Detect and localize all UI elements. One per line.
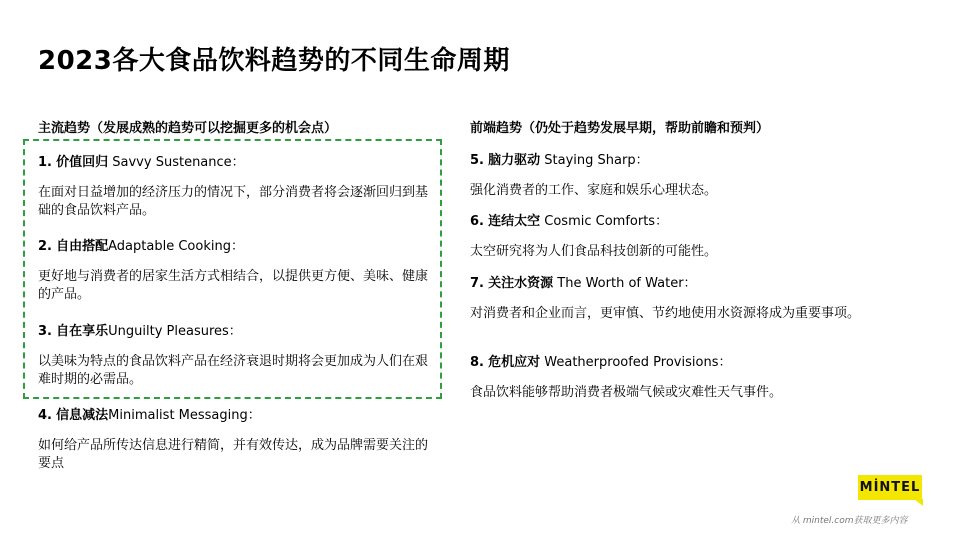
trend-number: 1. bbox=[38, 155, 52, 170]
trend-name-en: Unguilty Pleasures： bbox=[108, 324, 242, 339]
trend-name-en: Weatherproofed Provisions： bbox=[540, 355, 732, 370]
trend-description: 以美味为特点的食品饮料产品在经济衰退时期将会更加成为人们在艰难时期的必需品。 bbox=[38, 354, 429, 387]
trend-name-zh: 信息减法 bbox=[56, 408, 109, 423]
trend-name-en: Adaptable Cooking： bbox=[108, 239, 244, 254]
trend-item-7 bbox=[470, 272, 870, 323]
trend-number: 8. bbox=[470, 355, 484, 370]
trend-number: 2. bbox=[38, 239, 52, 254]
trend-name-zh: 自在享乐 bbox=[56, 324, 109, 339]
trend-number: 6. bbox=[470, 214, 484, 229]
trend-title bbox=[470, 210, 870, 229]
trend-item-5 bbox=[470, 149, 870, 200]
trend-description: 食品饮料能够帮助消费者极端气候或灾难性天气事件。 bbox=[470, 385, 783, 400]
trend-name-zh: 价值回归 bbox=[56, 155, 109, 170]
trend-number: 3. bbox=[38, 324, 52, 339]
trend-title bbox=[38, 151, 438, 170]
trend-number: 7. bbox=[470, 276, 484, 291]
trend-description: 强化消费者的工作、家庭和娱乐心理状态。 bbox=[470, 183, 718, 198]
trend-title bbox=[38, 404, 438, 423]
mintel-logo: MİNTEL bbox=[858, 475, 922, 500]
trend-name-zh: 连结太空 bbox=[488, 214, 541, 229]
emerging-trends-header: 前端趋势（仍处于趋势发展早期，帮助前瞻和预判） bbox=[470, 121, 770, 136]
trend-description: 太空研究将为人们食品科技创新的可能性。 bbox=[470, 244, 718, 259]
trend-title bbox=[38, 320, 438, 339]
trend-name-en: Staying Sharp： bbox=[540, 153, 649, 168]
trend-item-1 bbox=[38, 151, 438, 220]
trend-title bbox=[38, 235, 438, 254]
trend-description: 对消费者和企业而言，更审慎、节约地使用水资源将成为重要事项。 bbox=[470, 306, 861, 321]
trend-name-en: Cosmic Comforts： bbox=[540, 214, 669, 229]
trend-title bbox=[470, 149, 870, 168]
trend-item-8 bbox=[470, 351, 870, 402]
trend-title bbox=[470, 272, 870, 291]
trend-item-4 bbox=[38, 404, 438, 473]
trend-name-zh: 脑力驱动 bbox=[488, 153, 541, 168]
trend-name-zh: 自由搭配 bbox=[56, 239, 109, 254]
trend-number: 5. bbox=[470, 153, 484, 168]
trend-name-zh: 关注水资源 bbox=[488, 276, 554, 291]
trend-name-zh: 危机应对 bbox=[488, 355, 541, 370]
mainstream-trends-header: 主流趋势（发展成熟的趋势可以挖掘更多的机会点） bbox=[38, 121, 338, 136]
trend-description: 在面对日益增加的经济压力的情况下，部分消费者将会逐渐回归到基础的食品饮料产品。 bbox=[38, 185, 429, 218]
page-title: 2023各大食品饮料趋势的不同生命周期 bbox=[38, 46, 510, 76]
footer-source-text: 从 mintel.com获取更多内容 bbox=[791, 516, 908, 526]
trend-item-3 bbox=[38, 320, 438, 389]
trend-item-2 bbox=[38, 235, 438, 304]
trend-name-en: Savvy Sustenance： bbox=[108, 155, 245, 170]
trend-name-en: Minimalist Messaging： bbox=[108, 408, 261, 423]
trend-name-en: The Worth of Water： bbox=[553, 276, 697, 291]
trend-item-6 bbox=[470, 210, 870, 261]
trend-title bbox=[470, 351, 870, 370]
trend-number: 4. bbox=[38, 408, 52, 423]
trend-description: 如何给产品所传达信息进行精简，并有效传达，成为品牌需要关注的要点 bbox=[38, 438, 429, 471]
trend-description: 更好地与消费者的居家生活方式相结合，以提供更方便、美味、健康的产品。 bbox=[38, 269, 429, 302]
